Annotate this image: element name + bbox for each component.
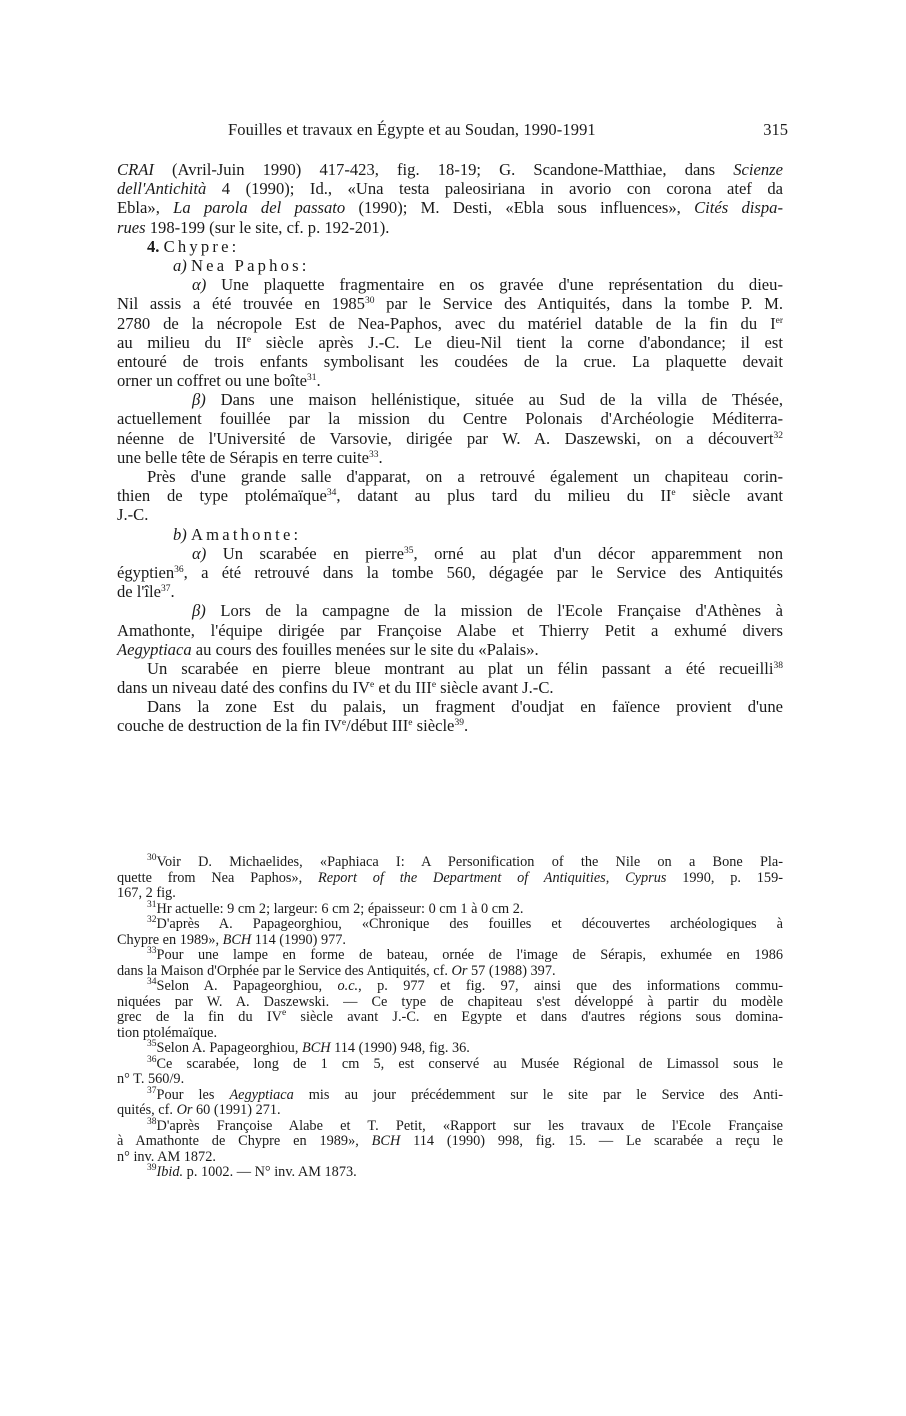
body-line: Près d'une grande salle d'apparat, on a retrouvé également un chapiteau corin- [147,467,783,486]
body-line: Nil assis a été trouvée en 1985$^{30}$ par le Service des Antiquités, dans la tombe P. M. [117,294,784,314]
footnote-39: $^{39}$Ibid. p. 1002. — N° inv. AM 1873. [147,1163,357,1180]
running-title: Fouilles et travaux en Égypte et au Soudan, 1990-1991 [228,120,596,139]
footnote-36: $^{36}$Ce scarabée, long de 1 cm 5, est conservé au Musée Régional de Limassol sous le [147,1054,783,1072]
body-line: CRAI (Avril-Juin 1990) 417-423, fig. 18-19; G. Scandone-Matthiae, dans Scienze [117,160,783,179]
footnote-38: $^{38}$D'après Françoise Alabe et T. Petit, «Rapport sur les travaux de l'Ecole Française [147,1116,783,1134]
body-line: orner un coffret ou une boîte$^{31}$. [117,371,321,391]
body-line: de l'île$^{37}$. [117,582,175,602]
body-line: α) Un scarabée en pierre$^{35}$, orné au plat d'un décor apparemment non [192,543,783,563]
footnote-ref: 35 [403,545,414,556]
body-line: β) Dans une maison hellénistique, située au Sud de la villa de Thésée, [192,390,783,410]
body-line: égyptien$^{36}$, a été retrouvé dans la tombe 560, dégagée par le Service des Antiquités [117,562,783,582]
footnote-37: $^{37}$Pour les Aegyptiaca mis au jour précédemment sur le site par le Service des Anti- [147,1085,783,1103]
footnote-line: Chypre en 1989», BCH 114 (1990) 977. [117,931,347,948]
footnote-line: quette from Nea Paphos», Report of the Department of Antiquities, Cyprus 1990, p. 159- [117,869,783,886]
footnote-line: n° inv. AM 1872. [117,1148,216,1165]
body-line: entouré de trois enfants symbolisant les coudées de la crue. La plaquette devait [117,351,783,371]
footnote-line: dans la Maison d'Orphée par le Service des Antiquités, cf. Or 57 (1988) 397. [117,962,556,979]
footnote-line: 167, 2 fig. [117,885,176,901]
body-line: Ebla», La parola del passato (1990); M. Desti, «Ebla sous influences», Cités dispa- [117,198,783,218]
body-line: J.-C. [117,505,149,525]
footnote-ref: 31 [307,373,317,384]
subsection-heading: b) Amathonte: [173,524,302,544]
footnote-ref: 37 [161,584,171,595]
body-line: Un scarabée en pierre bleue montrant au plat un félin passant a été recueilli$^{38}$ [147,658,783,678]
footnote-line: niquées par W. A. Daszewski. — Ce type de chapiteau s'est développé à partir du modèle [117,993,783,1010]
body-line: dans un niveau daté des confins du IVe et du IIIe siècle avant J.-C. [117,678,554,698]
body-line: Aegyptiaca au cours des fouilles menées sur le site du «Palais». [117,639,539,659]
footnote-35: $^{35}$Selon A. Papageorghiou, BCH 114 (1990) 948, fig. 36. [147,1039,470,1056]
footnote-ref: 33 [369,449,379,460]
footnote-ref: 30 [364,296,375,307]
subsection-heading: a) Nea Paphos: [173,255,310,275]
footnote-line: tion ptolémaïque. [117,1024,218,1041]
body-line: rues 198-199 (sur le site, cf. p. 192-201). [117,217,390,237]
body-line: 2780 de la nécropole Est de Nea-Paphos, avec du matériel datable de la fin du Ier [117,313,783,333]
footnote-ref: 36 [174,564,184,575]
footnote-30: $^{30}$Voir D. Michaelides, «Paphiaca I: A Personification of the Nile on a Bone Pla- [147,853,783,870]
footnote-line: grec de la fin du IVe siècle avant J.-C. en Egypte et dans d'autres régions sous domina- [117,1008,783,1025]
footnote-ref: 34 [326,488,337,499]
body-line: α) Une plaquette fragmentaire en os gravée d'une représentation du dieu- [192,275,783,295]
footnote-line: n° T. 560/9. [117,1071,185,1087]
body-line: Dans la zone Est du palais, un fragment d'oudjat en faïence provient d'une [147,697,783,717]
page-number: 315 [763,120,788,139]
footnote-ref: 39 [454,718,464,729]
body-line: Amathonte, l'équipe dirigée par Françoise Alabe et Thierry Petit a exhumé divers [117,620,783,640]
body-line: actuellement fouillée par la mission du Centre Polonais d'Archéologie Méditerra- [117,409,783,429]
footnote-ref: 38 [773,660,783,671]
footnote-line: quités, cf. Or 60 (1991) 271. [117,1102,281,1118]
footnote-line: à Amathonte de Chypre en 1989», BCH 114 (1990) 998, fig. 15. — Le scarabée a reçu le [117,1133,784,1149]
body-text [117,160,783,736]
footnote-31: $^{31}$Hr actuelle: 9 cm 2; largeur: 6 cm 2; épaisseur: 0 cm 1 à 0 cm 2. [147,899,524,917]
footnote-33: $^{33}$Pour une lampe en forme de bateau, ornée de l'image de Sérapis, exhumée en 1986 [147,946,783,963]
section-heading: 4. Chypre: [147,236,240,256]
footnote-32: $^{32}$D'après A. Papageorghiou, «Chronique des fouilles et découvertes archéologiques à [147,915,783,932]
footnote-34: $^{34}$Selon A. Papageorghiou, o.c., p. 977 et fig. 97, ainsi que des informations commu- [147,977,783,994]
body-line: thien de type ptolémaïque$^{34}$, datant au plus tard du milieu du IIe siècle avant [117,486,783,506]
footnote-ref: 32 [773,430,783,441]
footnotes [117,855,783,1181]
body-line: une belle tête de Sérapis en terre cuite$^{33}$. [117,447,383,467]
body-line: couche de destruction de la fin IVe/début IIIe siècle$^{39}$. [117,716,469,736]
body-line: β) Lors de la campagne de la mission de l'Ecole Française d'Athènes à [192,601,783,621]
body-line: dell'Antichità 4 (1990); Id., «Una testa paleosiriana in avorio con corona atef da [117,179,783,199]
body-line: néenne de l'Université de Varsovie, dirigée par W. A. Daszewski, on a découvert$^{32}$ [117,428,783,448]
body-line: au milieu du IIe siècle après J.-C. Le dieu-Nil tient la corne d'abondance; il est [117,332,783,352]
